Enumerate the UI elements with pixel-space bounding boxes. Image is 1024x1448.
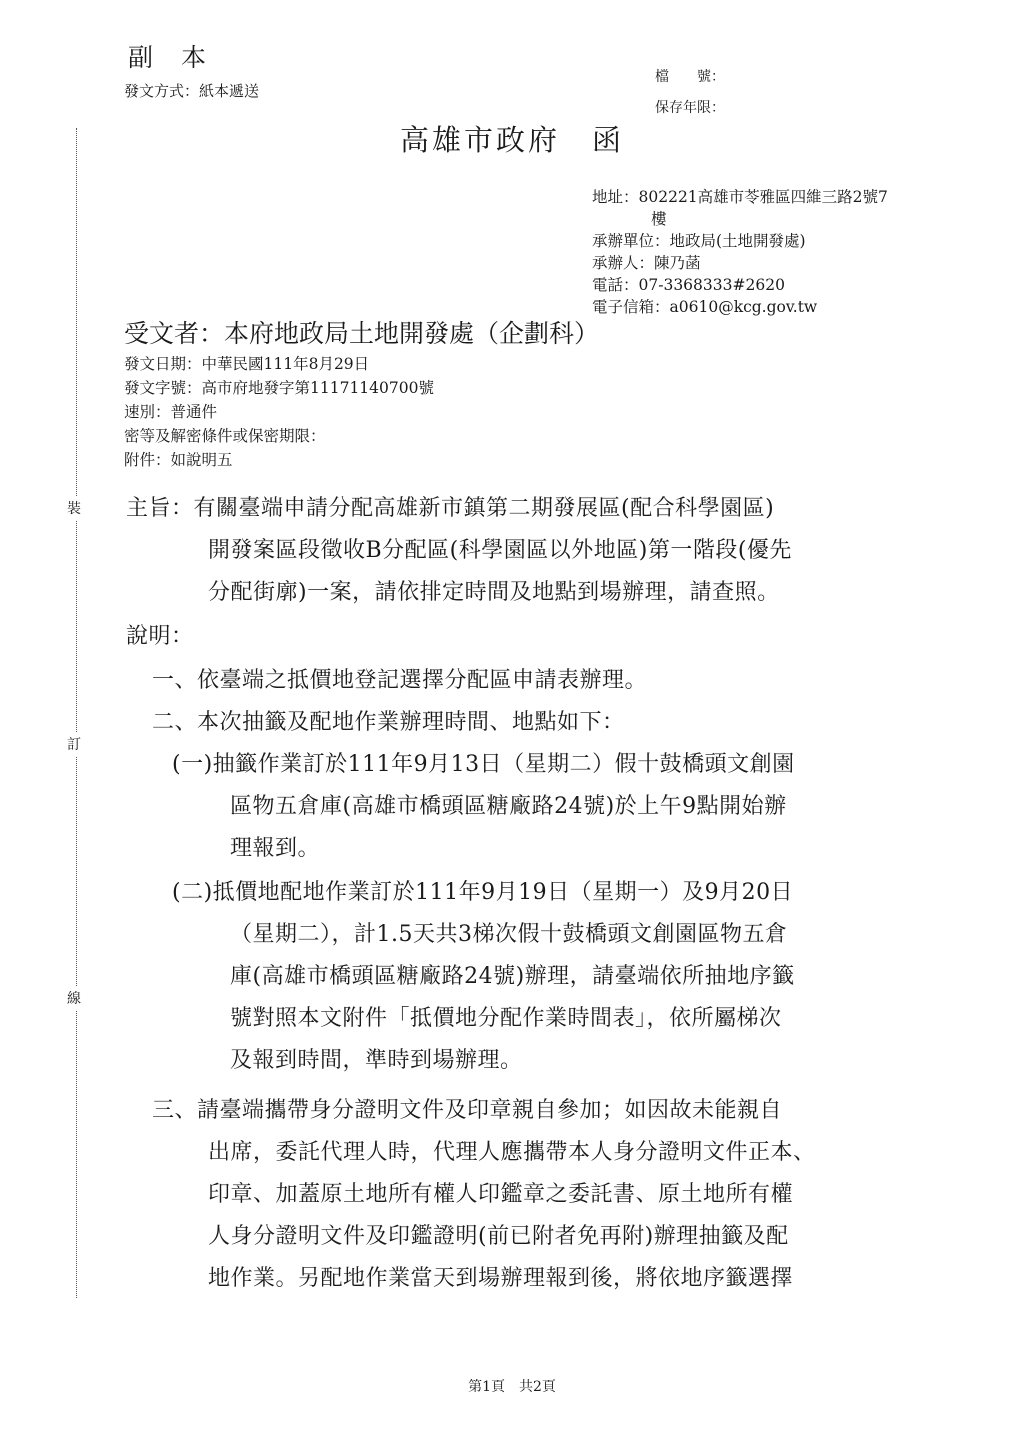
margin-mark-xian: 線 (67, 986, 81, 1010)
sub-item-1-line-1: (一)抽籤作業訂於111年9月13日（星期二）假十鼓橋頭文創園 (172, 752, 795, 777)
sub-item-2-line-4: 號對照本文附件「抵價地分配作業時間表」，依所屬梯次 (230, 1006, 782, 1031)
page-footer: 第1頁 共2頁 (468, 1379, 556, 1395)
explanation-heading: 說明： (126, 624, 194, 649)
document-title: 高雄市政府 函 (399, 123, 624, 157)
explanation-item-3-line-2: 出席，委託代理人時，代理人應攜帶本人身分證明文件正本、 (208, 1140, 816, 1165)
phone: 電話：07-3368333#2620 (592, 276, 785, 294)
reference-number: 發文字號：高市府地發字第11171140700號 (124, 379, 434, 397)
email: 電子信箱：a0610@kcg.gov.tw (592, 298, 818, 316)
subject-line-1: 主旨：有關臺端申請分配高雄新市鎮第二期發展區(配合科學園區) (126, 496, 775, 521)
handling-unit: 承辦單位：地政局(土地開發處) (592, 232, 806, 250)
handling-officer: 承辦人：陳乃菡 (592, 254, 701, 272)
recipient: 受文者：本府地政局土地開發處（企劃科） (124, 319, 600, 348)
dispatch-method: 發文方式：紙本遞送 (124, 82, 260, 100)
explanation-item-2: 二、本次抽籤及配地作業辦理時間、地點如下： (152, 710, 625, 735)
sub-item-2-line-3: 庫(高雄市橋頭區糖廠路24號)辦理，請臺端依所抽地序籤 (230, 964, 795, 989)
subject-line-2: 開發案區段徵收B分配區(科學園區以外地區)第一階段(優先 (208, 538, 792, 563)
sub-item-1-line-3: 理報到。 (230, 836, 321, 861)
margin-mark-ding: 訂 (67, 732, 81, 756)
explanation-item-3-line-5: 地作業。另配地作業當天到場辦理報到後，將依地序籤選擇 (208, 1266, 794, 1291)
sub-item-2-line-5: 及報到時間，準時到場辦理。 (230, 1048, 523, 1073)
explanation-item-3-line-1: 三、請臺端攜帶身分證明文件及印章親自參加；如因故未能親自 (152, 1098, 783, 1123)
file-number: 檔 號： (655, 69, 725, 85)
margin-mark-zhuang: 裝 (67, 496, 81, 520)
address-line: 地址：802221高雄市苓雅區四維三路2號7 (592, 188, 888, 206)
urgency: 速別：普通件 (124, 403, 218, 421)
copy-mark: 副 本 (128, 43, 216, 72)
explanation-item-3-line-4: 人身分證明文件及印鑑證明(前已附者免再附)辦理抽籤及配 (208, 1224, 789, 1249)
address-line-continued: 樓 (651, 210, 667, 228)
secrecy: 密等及解密條件或保密期限： (124, 427, 326, 445)
binding-margin-line (76, 128, 77, 1298)
sub-item-1-line-2: 區物五倉庫(高雄市橋頭區糖廠路24號)於上午9點開始辦 (230, 794, 787, 819)
attachment: 附件：如說明五 (124, 451, 233, 469)
retention-period: 保存年限： (655, 100, 725, 116)
explanation-item-3-line-3: 印章、加蓋原土地所有權人印鑑章之委託書、原土地所有權 (208, 1182, 794, 1207)
explanation-item-1: 一、依臺端之抵價地登記選擇分配區申請表辦理。 (152, 668, 648, 693)
sub-item-2-line-1: (二)抵價地配地作業訂於111年9月19日（星期一）及9月20日 (172, 880, 794, 905)
contact-block (592, 186, 888, 318)
archive-info (655, 62, 725, 124)
meta-block (124, 352, 434, 472)
sub-item-2-line-2: （星期二），計1.5天共3梯次假十鼓橋頭文創園區物五倉 (230, 922, 788, 947)
issue-date: 發文日期：中華民國111年8月29日 (124, 355, 370, 373)
subject-line-3: 分配街廓)一案，請依排定時間及地點到場辦理，請查照。 (208, 580, 780, 605)
